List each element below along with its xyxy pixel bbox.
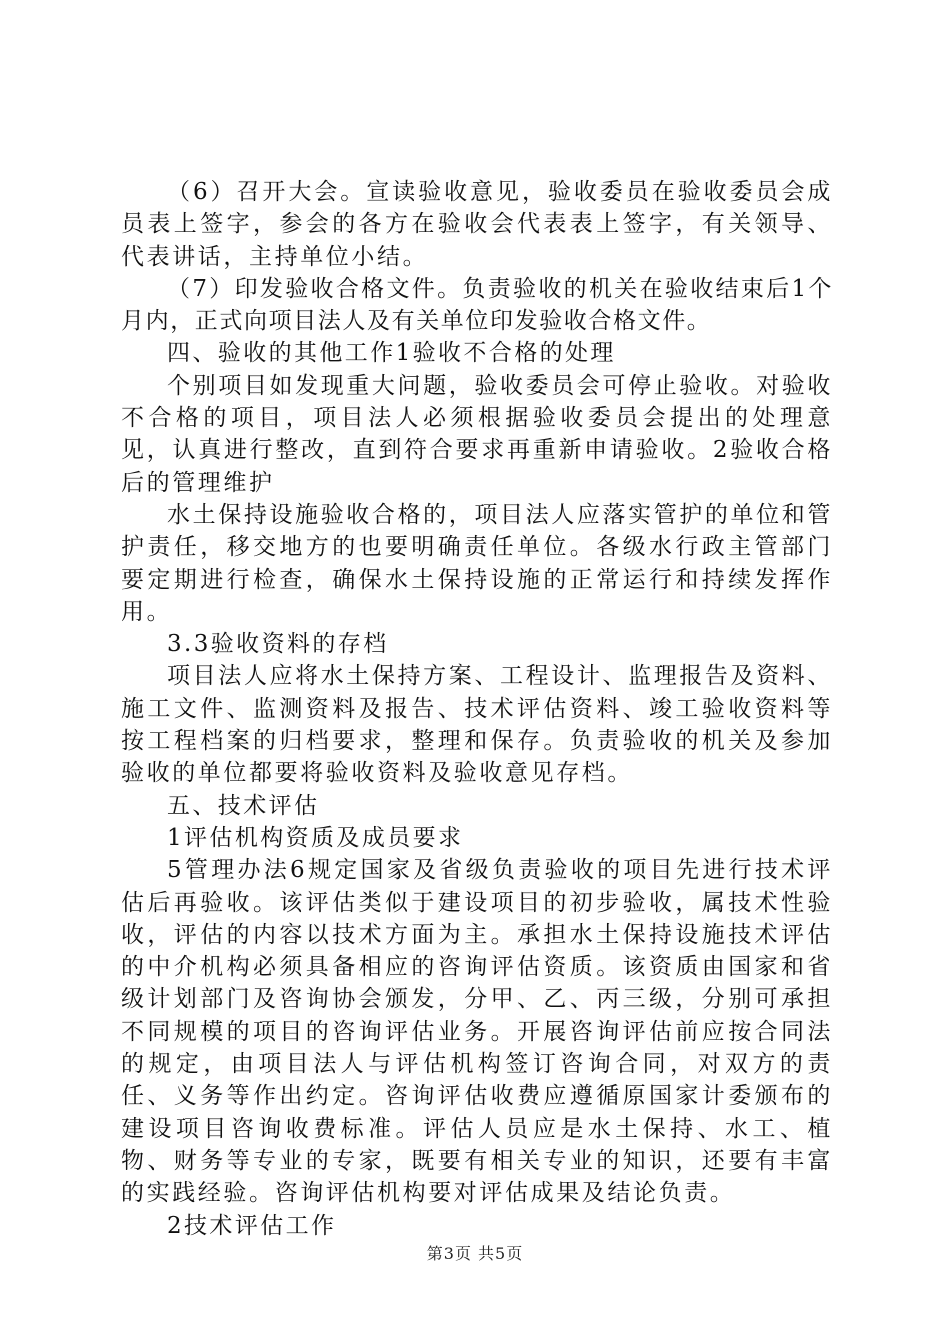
paragraph-archiving: 项目法人应将水土保持方案、工程设计、监理报告及资料、施工文件、监测资料及报告、技术评估资料、竣工验收资料等按工程档案的归档要求，整理和保存。负责验收的机关及参加验收的单位都要将验收资料及验收意见存档。	[121, 663, 833, 787]
paragraph-unqualified-handling: 个别项目如发现重大问题，验收委员会可停止验收。对验收不合格的项目，项目法人必须根据验收委员会提出的处理意见，认真进行整改，直到符合要求再重新申请验收。2验收合格后的管理维护	[121, 372, 833, 496]
page-footer: 第3页 共5页	[426, 1244, 524, 1263]
paragraph-maintenance: 水土保持设施验收合格的，项目法人应落实管护的单位和管护责任，移交地方的也要明确责任单位。各级水行政主管部门要定期进行检查，确保水土保持设施的正常运行和持续发挥作用。	[121, 501, 833, 625]
paragraph-issue-documents: （7）印发验收合格文件。负责验收的机关在验收结束后1个月内，正式向项目法人及有关单位印发验收合格文件。	[121, 275, 833, 335]
section-heading-other-work: 四、验收的其他工作1验收不合格的处理	[167, 340, 616, 367]
subheading-qualification: 1评估机构资质及成员要求	[167, 824, 464, 851]
paragraph-opening-meeting: （6）召开大会。宣读验收意见，验收委员在验收委员会成员表上签字，参会的各方在验收会代表表上签字，有关领导、代表讲话，主持单位小结。	[121, 179, 833, 270]
document-body	[121, 176, 833, 1242]
subheading-archiving: 3.3验收资料的存档	[167, 631, 389, 658]
paragraph-qualification: 5管理办法6规定国家及省级负责验收的项目先进行技术评估后再验收。该评估类似于建设项目的初步验收，属技术性验收，评估的内容以技术方面为主。承担水土保持设施技术评估的中介机构必须具备相应的咨询评估资质。该资质由国家和省级计划部门及咨询协会颁发，分甲、乙、丙三级，分别可承担不同规模的项目的咨询评估业务。开展咨询评估前应按合同法的规定，由项目法人与评估机构签订咨询合同，对双方的责任、义务等作出约定。咨询评估收费应遵循原国家计委颁布的建设项目咨询收费标准。评估人员应是水土保持、水工、植物、财务等专业的专家，既要有相关专业的知识，还要有丰富的实践经验。咨询评估机构要对评估成果及结论负责。	[121, 857, 833, 1207]
section-heading-technical-assessment: 五、技术评估	[167, 792, 320, 819]
subheading-assessment-work: 2技术评估工作	[167, 1212, 337, 1239]
